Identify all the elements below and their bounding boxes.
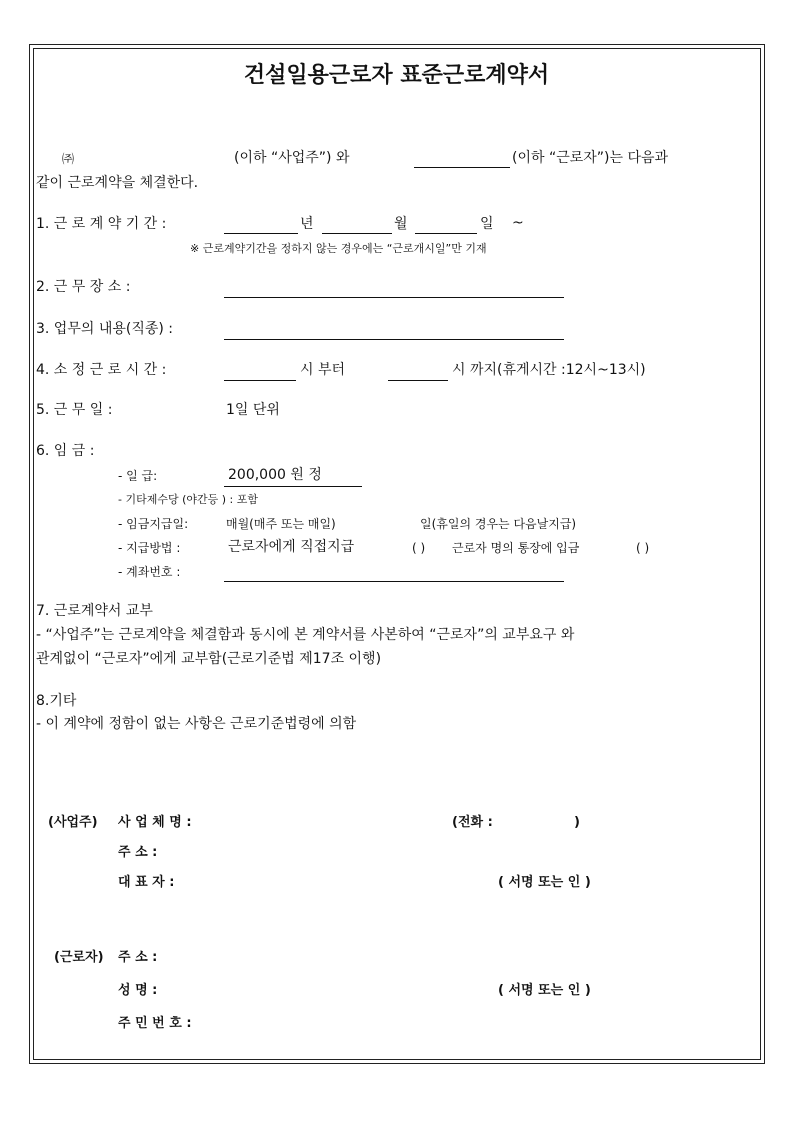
from-label: 시 부터 bbox=[300, 362, 346, 378]
worker-name-blank[interactable] bbox=[414, 167, 510, 168]
month-blank[interactable] bbox=[322, 233, 392, 234]
day-blank[interactable] bbox=[415, 233, 477, 234]
representative-label: 대 표 자 : bbox=[118, 875, 175, 890]
workplace-label: 2. 근 무 장 소 : bbox=[36, 279, 131, 295]
payment-bank: 근로자 명의 통장에 입금 bbox=[452, 541, 580, 555]
daily-wage-underline bbox=[224, 486, 362, 487]
employer-signature[interactable]: ( 서명 또는 인 ) bbox=[498, 875, 591, 890]
job-description-blank[interactable] bbox=[224, 339, 564, 340]
allowance-line: - 기타제수당 (야간등 ) : 포함 bbox=[118, 493, 259, 506]
contract-period-note: ※ 근로계약기간을 정하지 않는 경우에는 “근로개시일”만 기재 bbox=[190, 242, 487, 255]
account-number-label: - 계좌번호 : bbox=[118, 565, 181, 579]
daily-wage-value: 200,000 원 정 bbox=[228, 467, 322, 483]
job-description-label: 3. 업무의 내용(직종) : bbox=[36, 321, 174, 337]
payment-bank-checkbox[interactable]: ( ) bbox=[636, 541, 650, 555]
contract-delivery-line-2: 관계없이 “근로자”에게 교부함(근로기준법 제17조 이행) bbox=[36, 651, 382, 667]
other-label: 8.기타 bbox=[36, 693, 77, 709]
worker-signature[interactable]: ( 서명 또는 인 ) bbox=[498, 983, 591, 998]
work-days-value: 1일 단위 bbox=[226, 402, 280, 418]
contract-period-label: 1. 근 로 계 약 기 간 : bbox=[36, 216, 167, 232]
employer-definition: (이하 “사업주”) 와 bbox=[234, 150, 350, 166]
account-number-blank[interactable] bbox=[224, 581, 564, 582]
start-hour-blank[interactable] bbox=[224, 380, 296, 381]
payment-method-label: - 지급방법 : bbox=[118, 541, 181, 555]
company-name-label: 사 업 체 명 : bbox=[118, 815, 192, 830]
worker-definition: (이하 “근로자”)는 다음과 bbox=[512, 150, 669, 166]
working-hours-label: 4. 소 정 근 로 시 간 : bbox=[36, 362, 167, 378]
worker-id-label: 주 민 번 호 : bbox=[118, 1016, 192, 1031]
day-label: 일 bbox=[480, 216, 494, 232]
employer-address-label: 주 소 : bbox=[118, 845, 158, 860]
payday-extra: 일(휴일의 경우는 다음날지급) bbox=[420, 517, 577, 531]
year-blank[interactable] bbox=[224, 233, 298, 234]
employer-prefix: (사업주) bbox=[48, 815, 98, 830]
tilde: ~ bbox=[512, 215, 524, 231]
intro-line-2: 같이 근로계약을 체결한다. bbox=[36, 175, 199, 191]
payment-direct: 근로자에게 직접지급 bbox=[228, 539, 355, 555]
wage-label: 6. 임 금 : bbox=[36, 443, 95, 459]
document-title: 건설일용근로자 표준근로계약서 bbox=[243, 63, 550, 88]
payday-label: - 임금지급일: bbox=[118, 517, 189, 531]
payment-direct-checkbox[interactable]: ( ) bbox=[412, 541, 426, 555]
daily-wage-label: - 일 급: bbox=[118, 469, 158, 483]
payday-value: 매월(매주 또는 매일) bbox=[226, 517, 336, 531]
other-line-1: - 이 계약에 정함이 없는 사항은 근로기준법령에 의함 bbox=[36, 716, 357, 732]
year-label: 년 bbox=[300, 216, 314, 232]
worker-address-label: 주 소 : bbox=[118, 950, 158, 965]
worker-name-label: 성 명 : bbox=[118, 983, 158, 998]
phone-close: ) bbox=[574, 815, 580, 830]
to-label: 시 까지(휴게시간 :12시~13시) bbox=[452, 362, 646, 378]
workplace-blank[interactable] bbox=[224, 297, 564, 298]
contract-delivery-line-1: - “사업주”는 근로계약을 체결함과 동시에 본 계약서를 사본하여 “근로자”의 교부요구 와 bbox=[36, 627, 575, 643]
contract-delivery-label: 7. 근로계약서 교부 bbox=[36, 603, 153, 619]
worker-prefix: (근로자) bbox=[54, 950, 104, 965]
work-days-label: 5. 근 무 일 : bbox=[36, 402, 113, 418]
month-label: 월 bbox=[394, 216, 408, 232]
end-hour-blank[interactable] bbox=[388, 380, 448, 381]
company-mark: ㈜ bbox=[62, 152, 75, 166]
phone-label: (전화 : bbox=[452, 815, 493, 830]
